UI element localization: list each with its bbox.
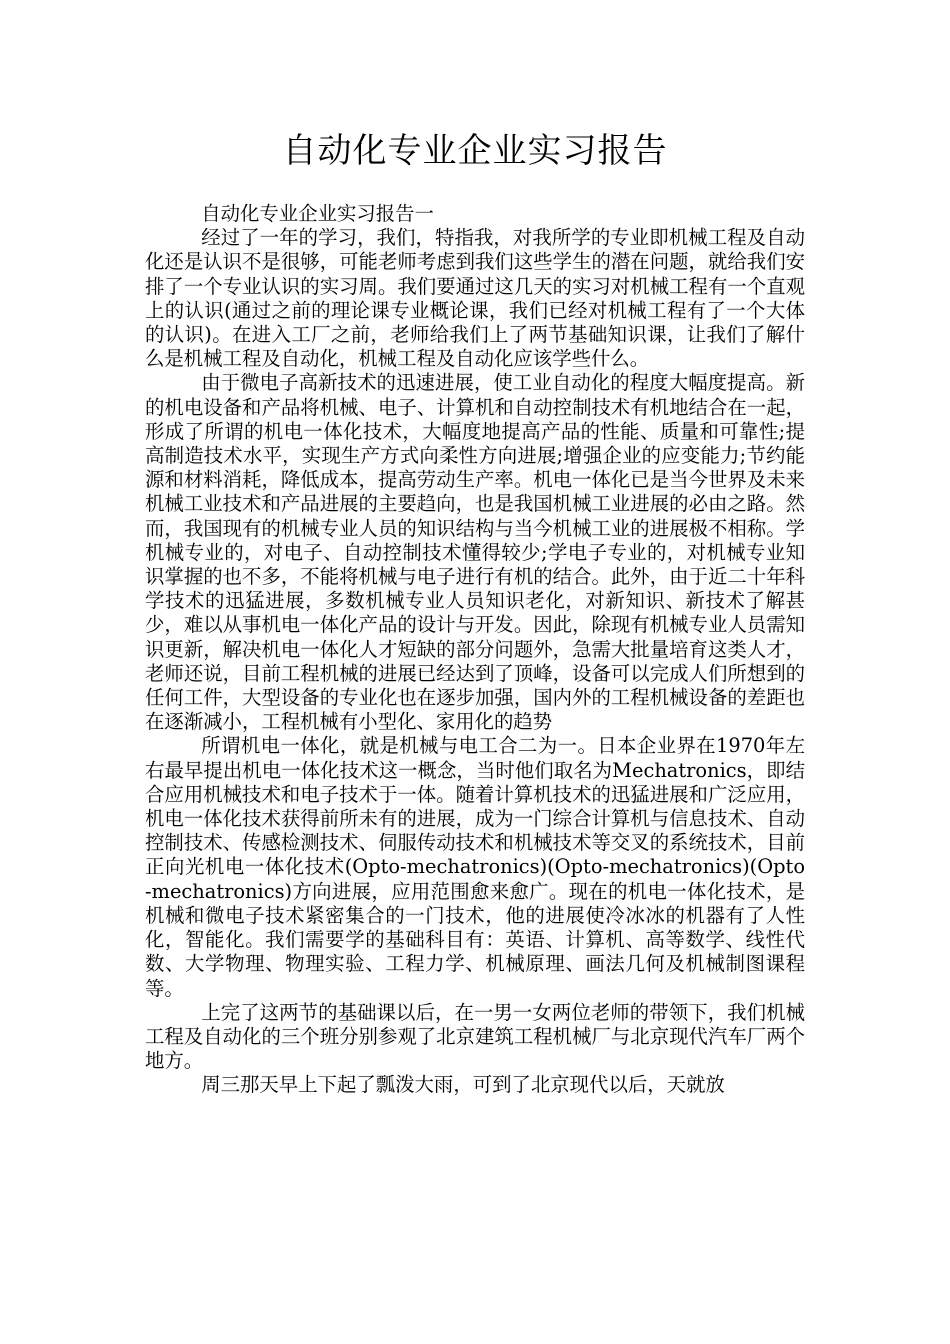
section-heading: 自动化专业企业实习报告一 <box>201 202 434 225</box>
paragraph-intro: 经过了一年的学习，我们，特指我，对我所学的专业即机械工程及自动化还是认识不是很够，可能老师考虑到我们这些学生的潜在问题，就给我们安排了一个专业认识的实习周。我们要通过这几天的实习对机械工程有一个直观上的认识(通过之前的理论课专业概论课，我们已经对机械工程有了一个大体的认识)。在进入工厂之前，老师给我们上了两节基础知识课，让我们了解什么是机械工程及自动化，机械工程及自动化应该学些什么。 <box>145 226 805 371</box>
document-title: 自动化专业企业实习报告 <box>282 131 668 171</box>
paragraph-visit: 上完了这两节的基础课以后，在一男一女两位老师的带领下，我们机械工程及自动化的三个班分别参观了北京建筑工程机械厂与北京现代汽车厂两个地方。 <box>145 1000 805 1073</box>
document-page <box>145 128 805 1098</box>
paragraph-microelectronics: 由于微电子高新技术的迅速进展，使工业自动化的程度大幅度提高。新的机电设备和产品将机械、电子、计算机和自动控制技术有机地结合在一起，形成了所谓的机电一体化技术，大幅度地提高产品的性能、质量和可靠性;提高制造技术水平，实现生产方式向柔性方向进展;增强企业的应变能力;节约能源和材料消耗，降低成本，提高劳动生产率。机电一体化已是当今世界及未来机械工业技术和产品进展的主要趋向，也是我国机械工业进展的必由之路。然而，我国现有的机械专业人员的知识结构与当今机械工业的进展极不相称。学机械专业的，对电子、自动控制技术懂得较少;学电子专业的，对机械专业知识掌握的也不多，不能将机械与电子进行有机的结合。此外，由于近二十年科学技术的迅猛进展，多数机械专业人员知识老化，对新知识、新技术了解甚少，难以从事机电一体化产品的设计与开发。因此，除现有机械专业人员需知识更新，解决机电一体化人才短缺的部分问题外，急需大批量培育这类人才，老师还说，目前工程机械的进展已经达到了顶峰，设备可以完成人们所想到的任何工件，大型设备的专业化也在逐步加强，国内外的工程机械设备的差距也在逐渐减小，工程机械有小型化、家用化的趋势 <box>145 371 805 734</box>
paragraph-mechatronics: 所谓机电一体化，就是机械与电工合二为一。日本企业界在1970年左右最早提出机电一体化技术这一概念，当时他们取名为Mechatronics，即结合应用机械技术和电子技术于一体。随着计算机技术的迅猛进展和广泛应用，机电一体化技术获得前所未有的进展，成为一门综合计算机与信息技术、自动控制技术、传感检测技术、伺服传动技术和机械技术等交叉的系统技术，目前正向光机电一体化技术(Opto-mechatronics)(Opto-mechatronics)(Opto-mechatronics)方向进展，应用范围愈来愈广。现在的机电一体化技术，是机械和微电子技术紧密集合的一门技术，他的进展使冷冰冰的机器有了人性化，智能化。我们需要学的基础科目有：英语、计算机、高等数学、线性代数、大学物理、物理实验、工程力学、机械原理、画法几何及机械制图课程等。 <box>145 734 805 1000</box>
paragraph-wednesday: 周三那天早上下起了瓢泼大雨，可到了北京现代以后，天就放 <box>201 1073 725 1097</box>
